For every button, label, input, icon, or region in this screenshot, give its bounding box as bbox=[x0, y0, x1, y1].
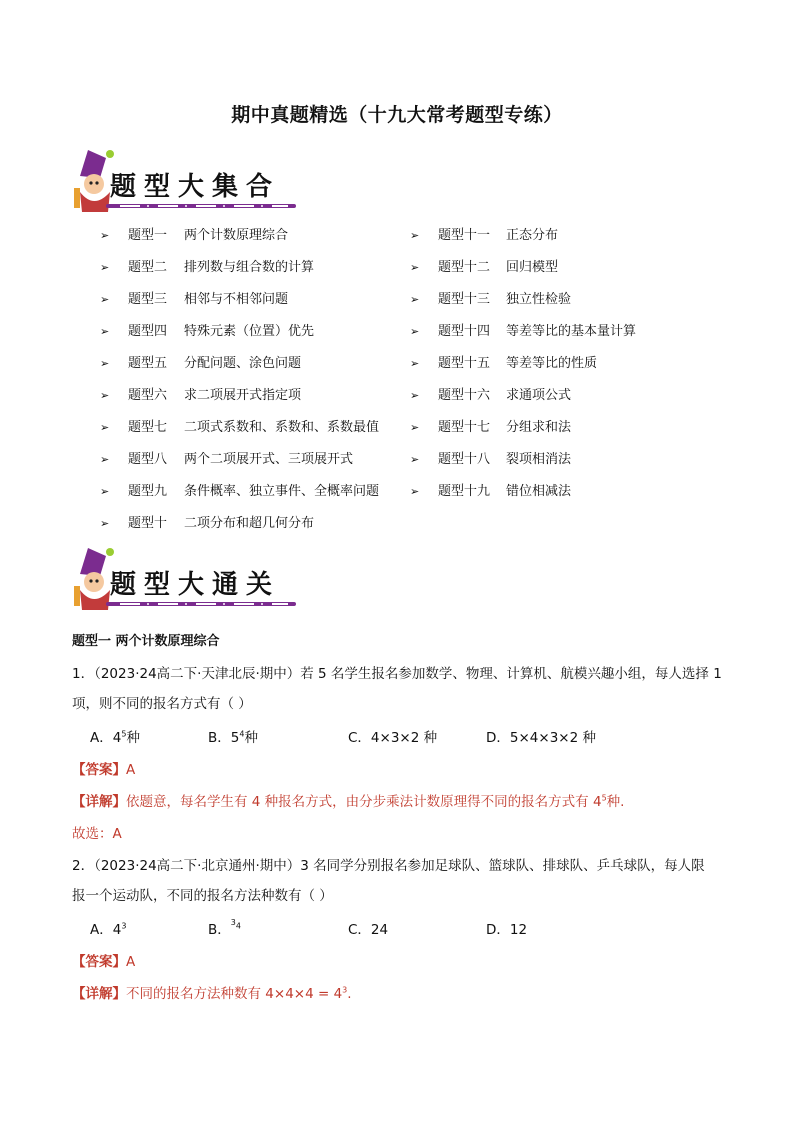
topic-item: ➢ 题型十七 分组求和法 bbox=[410, 418, 571, 438]
option-d[interactable]: D．12 bbox=[486, 922, 528, 938]
topic-item: ➢ 题型十九 错位相减法 bbox=[410, 482, 571, 502]
topic-list bbox=[0, 226, 794, 536]
banner-topic-collection bbox=[66, 148, 296, 218]
question-1-options bbox=[90, 726, 690, 746]
banner-title: 题型大通关 bbox=[110, 570, 281, 600]
topic-item: ➢ 题型十三 独立性检验 bbox=[410, 290, 571, 310]
topic-item: ➢ 题型七 二项式系数和、系数和、系数最值 bbox=[100, 418, 379, 438]
topic-item: ➢ 题型八 两个二项展开式、三项展开式 bbox=[100, 450, 353, 470]
arrow-bullet-icon: ➢ bbox=[410, 261, 420, 274]
option-a[interactable]: A．$4^5$种 bbox=[90, 729, 140, 746]
topic-item: ➢ 题型十 二项分布和超几何分布 bbox=[100, 514, 314, 534]
detail-line: 【详解】依题意，每名学生有 4 种报名方式，由分步乘法计数原理得不同的报名方式有 $4^5$种. bbox=[72, 793, 625, 810]
arrow-bullet-icon: ➢ bbox=[100, 293, 110, 306]
banner-underline bbox=[106, 202, 296, 210]
question-1-stem: 1．（2023·24高二下·天津北辰·期中）若 5 名学生报名参加数学、物理、计算机、航模兴趣小组，每人选择 1 bbox=[72, 666, 722, 682]
arrow-bullet-icon: ➢ bbox=[100, 261, 110, 274]
arrow-bullet-icon: ➢ bbox=[100, 517, 110, 530]
option-b[interactable]: B．$5^4$种 bbox=[208, 729, 258, 746]
option-d[interactable]: D．5×4×3×2 种 bbox=[486, 730, 596, 746]
arrow-bullet-icon: ➢ bbox=[410, 421, 420, 434]
option-c[interactable]: C．24 bbox=[348, 922, 389, 938]
question-2-stem: 2．（2023·24高二下·北京通州·期中）3 名同学分别报名参加足球队、篮球队、排球队、乒乓球队，每人限 bbox=[72, 858, 705, 874]
topic-item: ➢ 题型三 相邻与不相邻问题 bbox=[100, 290, 288, 310]
arrow-bullet-icon: ➢ bbox=[410, 453, 420, 466]
topic-item: ➢ 题型五 分配问题、涂色问题 bbox=[100, 354, 301, 374]
page-title: 期中真题精选（十九大常考题型专练） bbox=[231, 104, 563, 126]
banner-underline bbox=[106, 600, 296, 608]
arrow-bullet-icon: ➢ bbox=[100, 389, 110, 402]
topic-item: ➢ 题型十五 等差等比的性质 bbox=[410, 354, 597, 374]
arrow-bullet-icon: ➢ bbox=[100, 421, 110, 434]
option-a[interactable]: A．$4^3$ bbox=[90, 921, 127, 938]
topic-item: ➢ 题型一 两个计数原理综合 bbox=[100, 226, 288, 246]
arrow-bullet-icon: ➢ bbox=[410, 293, 420, 306]
arrow-bullet-icon: ➢ bbox=[410, 229, 420, 242]
section-heading: 题型一 两个计数原理综合 bbox=[72, 634, 220, 649]
arrow-bullet-icon: ➢ bbox=[100, 325, 110, 338]
detail-line: 【详解】不同的报名方法种数有 $4\times 4\times 4 = 4^3$. bbox=[72, 985, 352, 1002]
arrow-bullet-icon: ➢ bbox=[100, 453, 110, 466]
arrow-bullet-icon: ➢ bbox=[100, 485, 110, 498]
arrow-bullet-icon: ➢ bbox=[100, 357, 110, 370]
answer-line: 【答案】A bbox=[72, 954, 136, 970]
choice-line: 故选：A bbox=[72, 826, 122, 842]
option-c[interactable]: C．4×3×2 种 bbox=[348, 730, 438, 746]
question-1-stem-cont: 项，则不同的报名方式有（ ） bbox=[72, 696, 252, 712]
topic-item: ➢ 题型十四 等差等比的基本量计算 bbox=[410, 322, 636, 342]
topic-item: ➢ 题型二 排列数与组合数的计算 bbox=[100, 258, 314, 278]
topic-item: ➢ 题型九 条件概率、独立事件、全概率问题 bbox=[100, 482, 379, 502]
banner-title: 题型大集合 bbox=[110, 172, 281, 202]
arrow-bullet-icon: ➢ bbox=[410, 389, 420, 402]
topic-item: ➢ 题型十六 求通项公式 bbox=[410, 386, 571, 406]
topic-item: ➢ 题型十八 裂项相消法 bbox=[410, 450, 571, 470]
topic-item: ➢ 题型十二 回归模型 bbox=[410, 258, 558, 278]
answer-line: 【答案】A bbox=[72, 762, 136, 778]
option-b[interactable]: B．$^{34}$ bbox=[208, 918, 241, 938]
arrow-bullet-icon: ➢ bbox=[410, 357, 420, 370]
question-2-options bbox=[90, 918, 690, 938]
topic-item: ➢ 题型四 特殊元素（位置）优先 bbox=[100, 322, 314, 342]
question-2-stem-cont: 报一个运动队，不同的报名方法种数有（ ） bbox=[72, 888, 333, 904]
topic-item: ➢ 题型六 求二项展开式指定项 bbox=[100, 386, 301, 406]
topic-item: ➢ 题型十一 正态分布 bbox=[410, 226, 558, 246]
arrow-bullet-icon: ➢ bbox=[100, 229, 110, 242]
question-content bbox=[72, 630, 732, 1010]
arrow-bullet-icon: ➢ bbox=[410, 485, 420, 498]
banner-practice bbox=[66, 546, 296, 616]
arrow-bullet-icon: ➢ bbox=[410, 325, 420, 338]
